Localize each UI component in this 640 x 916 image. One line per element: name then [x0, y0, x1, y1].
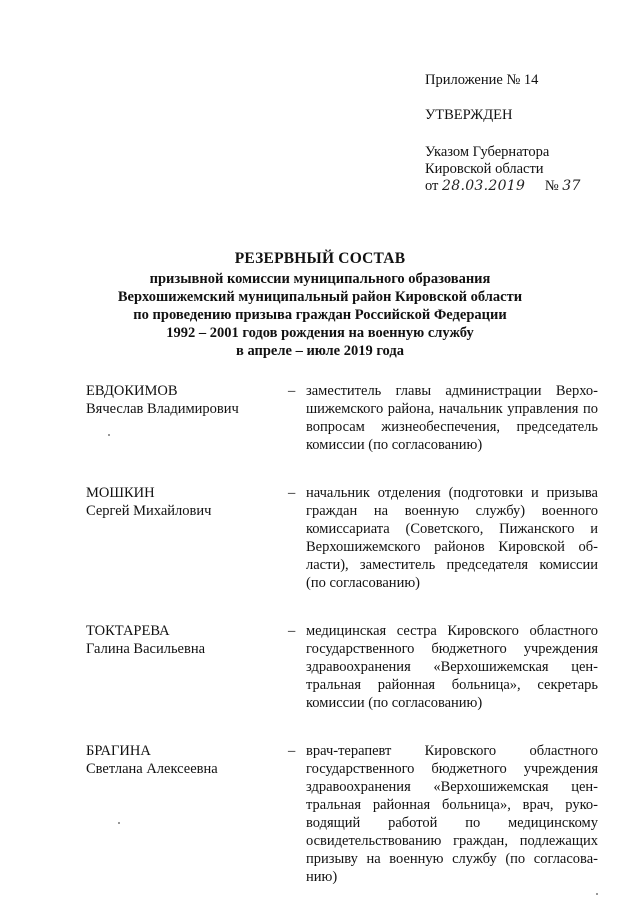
member-dash: – [288, 743, 296, 759]
approval-block [425, 72, 581, 195]
appendix-label: Приложение № 14 [425, 72, 539, 88]
handwritten-date: 28.03.2019 [442, 178, 526, 194]
member-given-name: Галина Васильевна [86, 641, 206, 657]
date-prefix: от [425, 178, 439, 194]
member-entry [86, 484, 598, 592]
scan-speck [596, 893, 598, 895]
title-line: по проведению призыва граждан Российской Федерации [133, 307, 507, 323]
decree-line-1: Указом Губернатора [425, 144, 550, 160]
member-role: заместитель главы администрации Верхошижемского района, начальник управления по вопросам жизнеобеспечения, председатель комиссии (по согласованию) [306, 383, 598, 453]
approved-label: УТВЕРЖДЕН [425, 107, 513, 123]
scan-speck [118, 822, 120, 824]
member-role: начальник отделения (подготовки и призыва граждан на военную службу) военного комиссариата (Советского, Пижанского и Верхошижемского районов Кировской области), заместитель председателя комиссии (по согласованию) [306, 485, 598, 591]
member-list [86, 382, 598, 916]
handwritten-number: 37 [562, 178, 581, 194]
member-entry [86, 742, 598, 886]
member-name [86, 622, 286, 658]
title-main: РЕЗЕРВНЫЙ СОСТАВ [234, 250, 406, 267]
member-surname: ЕВДОКИМОВ [86, 383, 178, 399]
member-surname: МОШКИН [86, 485, 155, 501]
member-surname: БРАГИНА [86, 743, 151, 759]
member-dash: – [288, 623, 296, 639]
member-surname: ТОКТАРЕВА [86, 623, 170, 639]
decree-line-2: Кировской области [425, 161, 544, 177]
member-role: медицинская сестра Кировского областного государственного бюджетного учреждения здравоохранения «Верхошижемская центральная районная больница», секретарь комиссии (по согласованию) [306, 623, 598, 711]
member-name [86, 382, 286, 418]
member-name [86, 484, 286, 520]
number-label: № [544, 178, 559, 194]
document-title [0, 250, 640, 360]
member-given-name: Сергей Михайлович [86, 503, 212, 519]
member-name [86, 742, 286, 778]
title-line: призывной комиссии муниципального образования [149, 271, 491, 287]
title-line: в апреле – июле 2019 года [236, 343, 404, 359]
member-given-name: Вячеслав Владимирович [86, 401, 239, 417]
member-given-name: Светлана Алексеевна [86, 761, 218, 777]
member-entry [86, 382, 598, 454]
member-entry [86, 622, 598, 712]
date-line [425, 178, 581, 195]
member-dash: – [288, 485, 296, 501]
title-line: Верхошижемский муниципальный район Кировской области [117, 289, 523, 305]
member-role: врач-терапевт Кировского областного государственного бюджетного учреждения здравоохранения «Верхошижемская центральная районная больница», врач, руководящий работой по медицинскому освидетельствованию граждан, подлежащих призыву на военную службу (по согласованию) [306, 743, 598, 885]
member-dash: – [288, 383, 296, 399]
title-line: 1992 – 2001 годов рождения на военную службу [166, 325, 474, 341]
scan-speck [108, 434, 110, 436]
